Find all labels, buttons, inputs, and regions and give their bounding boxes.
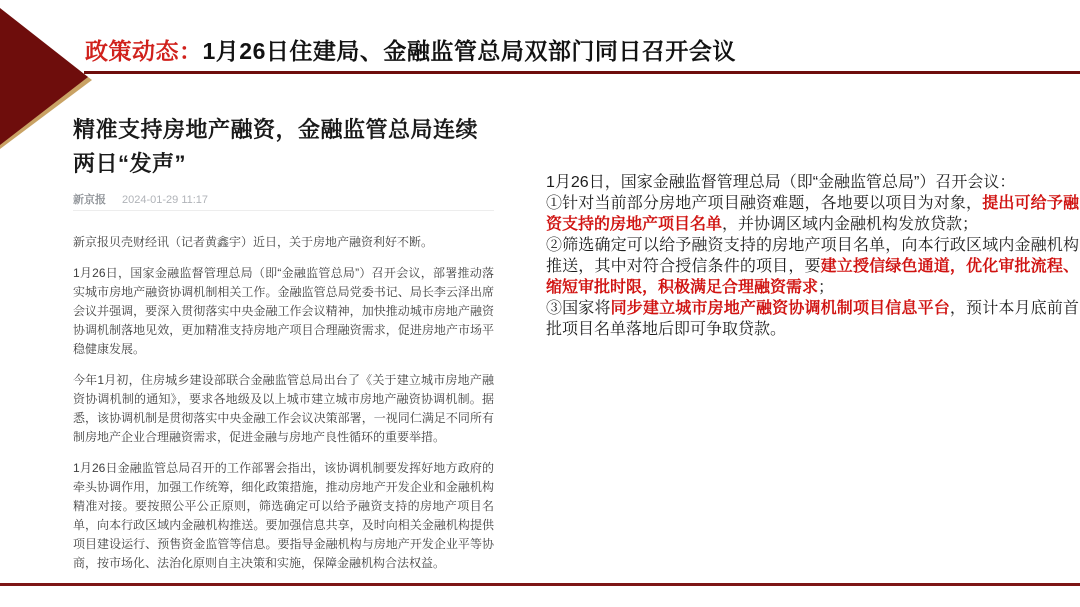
article-paragraph: 今年1月初，住房城乡建设部联合金融监管总局出台了《关于建立城市房地产融资协调机制的通知》，要求各地级及以上城市建立城市房地产融资协调机制。据悉，该协调机制是贯彻落实中央金融工作会议决策部署，一视同仁满足不同所有制房地产企业合理融资需求，促进金融与房地产良性循环的重要举措。: [73, 373, 494, 444]
policy-summary: [546, 172, 1079, 340]
article-source-logo: 新京报: [73, 194, 106, 206]
summary-point-3: ③国家将同步建立城市房地产融资协调机制项目信息平台，预计本月底前首批项目名单落地后即可争取贷款。: [546, 300, 1079, 338]
article-title: 精准支持房地产融资，金融监管总局连续两日“发声”: [73, 117, 479, 176]
article-byline: [73, 191, 494, 205]
article-body: [73, 233, 494, 573]
summary-point-1: ①针对当前部分房地产项目融资难题，各地要以项目为对象，提出可给予融资支持的房地产项目名单，并协调区域内金融机构发放贷款；: [546, 195, 1079, 233]
news-article-screenshot: [73, 113, 494, 585]
bottom-divider-line: [0, 583, 1080, 586]
article-timestamp: 2024-01-29 11:17: [122, 194, 209, 206]
summary-intro: 1月26日，国家金融监督管理总局（即“金融监管总局”）召开会议：: [546, 174, 1016, 191]
page-title: 1月26日住建局、金融监管总局双部门同日召开会议: [202, 38, 736, 64]
article-paragraph: 1月26日金融监管总局召开的工作部署会指出，该协调机制要发挥好地方政府的牵头协调作用，加强工作统筹，细化政策措施，推动房地产开发企业和金融机构精准对接。要按照公平公正原则，筛选确定可以给予融资支持的房地产项目名单，向本行政区域内金融机构推送。要加强信息共享，及时向相关金融机构提供项目建设运行、预售资金监管等信息。要指导金融机构与房地产开发企业平等协商，按市场化、法治化原则自主决策和实施，保障金融机构合法权益。: [73, 461, 494, 570]
header-topic-label: 政策动态：: [85, 38, 203, 64]
slide-header: [85, 33, 736, 66]
article-paragraph: 新京报贝壳财经讯（记者黄鑫宇）近日，关于房地产融资利好不断。: [73, 235, 434, 249]
summary-point-2: ②筛选确定可以给予融资支持的房地产项目名单，向本行政区域内金融机构推送，其中对符合授信条件的项目，要建立授信绿色通道，优化审批流程、缩短审批时限，积极满足合理融资需求；: [546, 237, 1079, 296]
article-paragraph: 1月26日，国家金融监督管理总局（即“金融监管总局”）召开会议，部署推动落实城市房地产融资协调机制相关工作。金融监管总局党委书记、局长李云泽出席会议并强调，要深入贯彻落实中央金融工作会议精神，加快推动城市房地产融资协调机制落地见效，更加精准支持房地产项目合理融资需求，促进房地产市场平稳健康发展。: [73, 266, 494, 356]
article-divider-line: [73, 210, 494, 211]
header-divider-line: [84, 71, 1080, 74]
